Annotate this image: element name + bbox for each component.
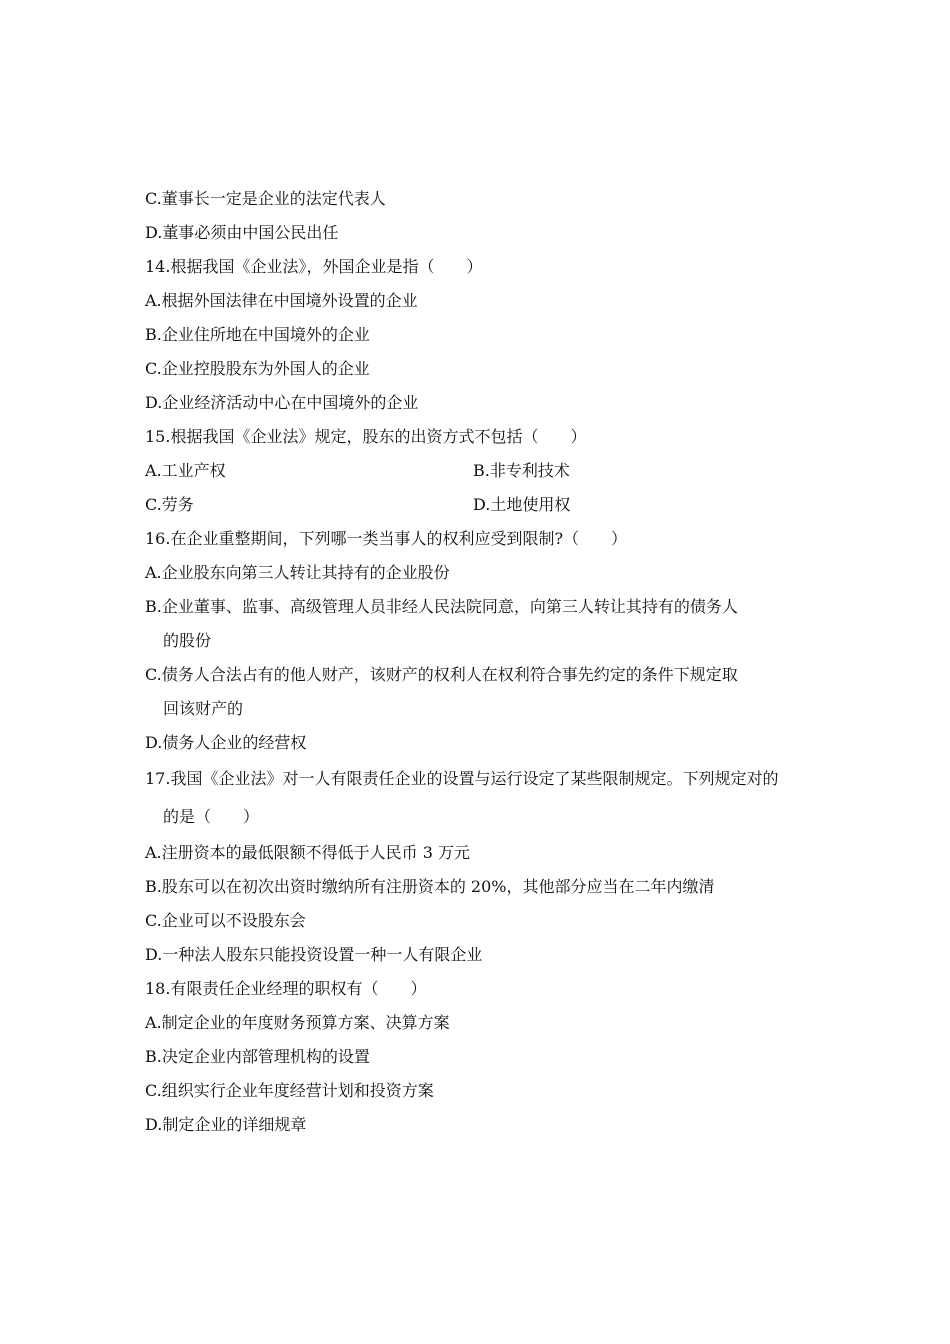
q16-stem: 16.在企业重整期间，下列哪一类当事人的权利应受到限制?（ ）	[145, 529, 628, 548]
q13-option-d: D.董事必须由中国公民出任	[145, 223, 339, 242]
q14-stem: 14.根据我国《企业法》，外国企业是指（ ）	[145, 257, 483, 276]
q18-stem: 18.有限责任企业经理的职权有（ ）	[145, 979, 427, 998]
q13-option-c: C.董事长一定是企业的法定代表人	[145, 189, 386, 208]
q16-option-b-continuation: 的股份	[163, 631, 212, 650]
q17-option-d: D.一种法人股东只能投资设置一种一人有限企业	[145, 945, 483, 964]
q17-option-a: A.注册资本的最低限额不得低于人民币 3 万元	[145, 843, 470, 862]
q15-option-b: B.非专利技术	[473, 461, 570, 480]
q14-option-b: B.企业住所地在中国境外的企业	[145, 325, 370, 344]
q17-option-b: B.股东可以在初次出资时缴纳所有注册资本的 20%，其他部分应当在二年内缴清	[145, 877, 715, 896]
q14-option-d: D.企业经济活动中心在中国境外的企业	[145, 393, 419, 412]
q15-options-row-1	[145, 454, 845, 488]
q18-option-c: C.组织实行企业年度经营计划和投资方案	[145, 1081, 434, 1100]
q15-option-d: D.土地使用权	[473, 495, 571, 514]
q17-stem-continuation: 的是（ ）	[163, 807, 260, 826]
q14-option-c: C.企业控股股东为外国人的企业	[145, 359, 370, 378]
q15-options-row-2	[145, 488, 845, 522]
q15-stem: 15.根据我国《企业法》规定，股东的出资方式不包括（ ）	[145, 427, 587, 446]
q15-option-c: C.劳务	[145, 495, 194, 514]
q14-option-a: A.根据外国法律在中国境外设置的企业	[145, 291, 418, 310]
q18-option-d: D.制定企业的详细规章	[145, 1115, 307, 1134]
q17-option-c: C.企业可以不设股东会	[145, 911, 306, 930]
q16-option-d: D.债务人企业的经营权	[145, 733, 307, 752]
q16-option-c: C.债务人合法占有的他人财产，该财产的权利人在权利符合事先约定的条件下规定取	[145, 665, 738, 684]
q16-option-a: A.企业股东向第三人转让其持有的企业股份	[145, 563, 450, 582]
document-page	[145, 182, 845, 1142]
q18-option-b: B.决定企业内部管理机构的设置	[145, 1047, 370, 1066]
q15-option-a: A.工业产权	[145, 461, 226, 480]
q17-stem: 17.我国《企业法》对一人有限责任企业的设置与运行设定了某些限制规定。下列规定对的	[145, 769, 779, 788]
q16-option-b: B.企业董事、监事、高级管理人员非经人民法院同意，向第三人转让其持有的债务人	[145, 597, 738, 616]
q16-option-c-continuation: 回该财产的	[163, 699, 244, 718]
q18-option-a: A.制定企业的年度财务预算方案、决算方案	[145, 1013, 450, 1032]
